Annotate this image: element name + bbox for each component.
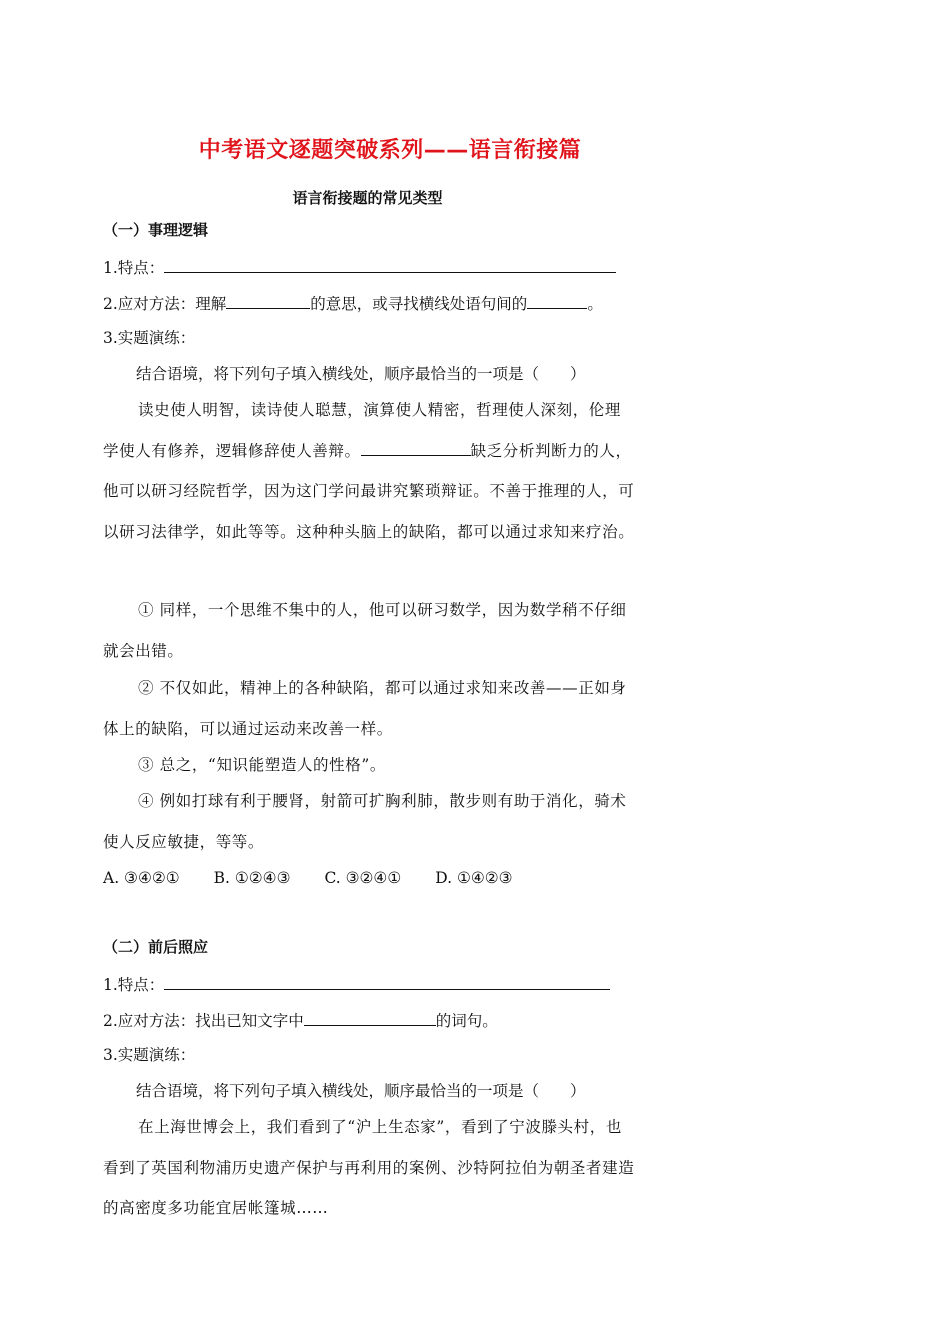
answer-blank bbox=[164, 256, 616, 273]
section2-item1 bbox=[103, 973, 610, 995]
passage-blank bbox=[361, 439, 471, 456]
section1-item1-label: 1.特点： bbox=[103, 259, 165, 277]
section2-passage: 在上海世博会上，我们看到了“沪上生态家”，看到了宁波滕头村，也看到了英国利物浦历史遗产保护与再利用的案例、沙特阿拉伯为朝圣者建造的高密度多功能宜居帐篷城…… bbox=[103, 1118, 635, 1217]
document-subtitle: 语言衔接题的常见类型 bbox=[292, 189, 443, 207]
option-b[interactable]: B. ①②④③ bbox=[213, 869, 291, 887]
answer-blank bbox=[304, 1009, 436, 1026]
section2-item1-label: 1.特点： bbox=[103, 976, 165, 994]
sentence-4: ④ 例如打球有利于腰肾，射箭可扩胸利肺，散步则有助于消化，骑术使人反应敏捷，等等。 bbox=[103, 792, 627, 851]
answer-blank bbox=[527, 292, 587, 309]
option-d[interactable]: D. ①④②③ bbox=[435, 869, 513, 887]
section1-passage bbox=[103, 390, 635, 552]
section1-item2-text-c: 。 bbox=[587, 295, 603, 313]
section2-item2-text-b: 的词句。 bbox=[435, 1012, 498, 1030]
section1-item2 bbox=[103, 292, 603, 314]
option-a[interactable]: A. ③④②① bbox=[103, 869, 180, 887]
sentence-2: ② 不仅如此，精神上的各种缺陷，都可以通过求知来改善——正如身体上的缺陷，可以通过运动来改善一样。 bbox=[103, 679, 627, 738]
section1-item1 bbox=[103, 256, 616, 278]
section2-item2 bbox=[103, 1009, 498, 1031]
section1-passage-b: 缺乏分析判断力的人，他可以研习经院哲学，因为这门学问最讲究繁琐辩证。不善于推理的人，可以研习法律学，如此等等。这种种头脑上的缺陷，都可以通过求知来疗治。 bbox=[103, 441, 635, 541]
section2-item3: 3.实题演练： bbox=[103, 1046, 196, 1064]
sentence-1: ① 同样，一个思维不集中的人，他可以研习数学，因为数学稍不仔细就会出错。 bbox=[103, 601, 627, 660]
section1-prompt: 结合语境，将下列句子填入横线处，顺序最恰当的一项是（ ） bbox=[136, 365, 586, 383]
answer-blank bbox=[164, 973, 610, 990]
section1-heading: （一）事理逻辑 bbox=[103, 221, 209, 239]
section2-prompt: 结合语境，将下列句子填入横线处，顺序最恰当的一项是（ ） bbox=[136, 1082, 586, 1100]
section1-passage-a: 读史使人明智，读诗使人聪慧，演算使人精密，哲理使人深刻，伦理学使人有修养，逻辑修辞使人善辩。 bbox=[103, 401, 622, 460]
section2-heading: （二）前后照应 bbox=[103, 938, 209, 956]
answer-options bbox=[103, 868, 547, 888]
sentence-3: ③ 总之，“知识能塑造人的性格”。 bbox=[138, 756, 386, 774]
section1-item2-text-b: 的意思，或寻找横线处语句间的 bbox=[310, 295, 528, 313]
section1-item3: 3.实题演练： bbox=[103, 329, 196, 347]
section2-item2-text-a: 2.应对方法：找出已知文字中 bbox=[103, 1012, 304, 1030]
section1-item2-text-a: 2.应对方法：理解 bbox=[103, 295, 227, 313]
answer-blank bbox=[226, 292, 310, 309]
document-title: 中考语文逐题突破系列——语言衔接篇 bbox=[198, 138, 582, 163]
option-c[interactable]: C. ③②④① bbox=[324, 869, 402, 887]
